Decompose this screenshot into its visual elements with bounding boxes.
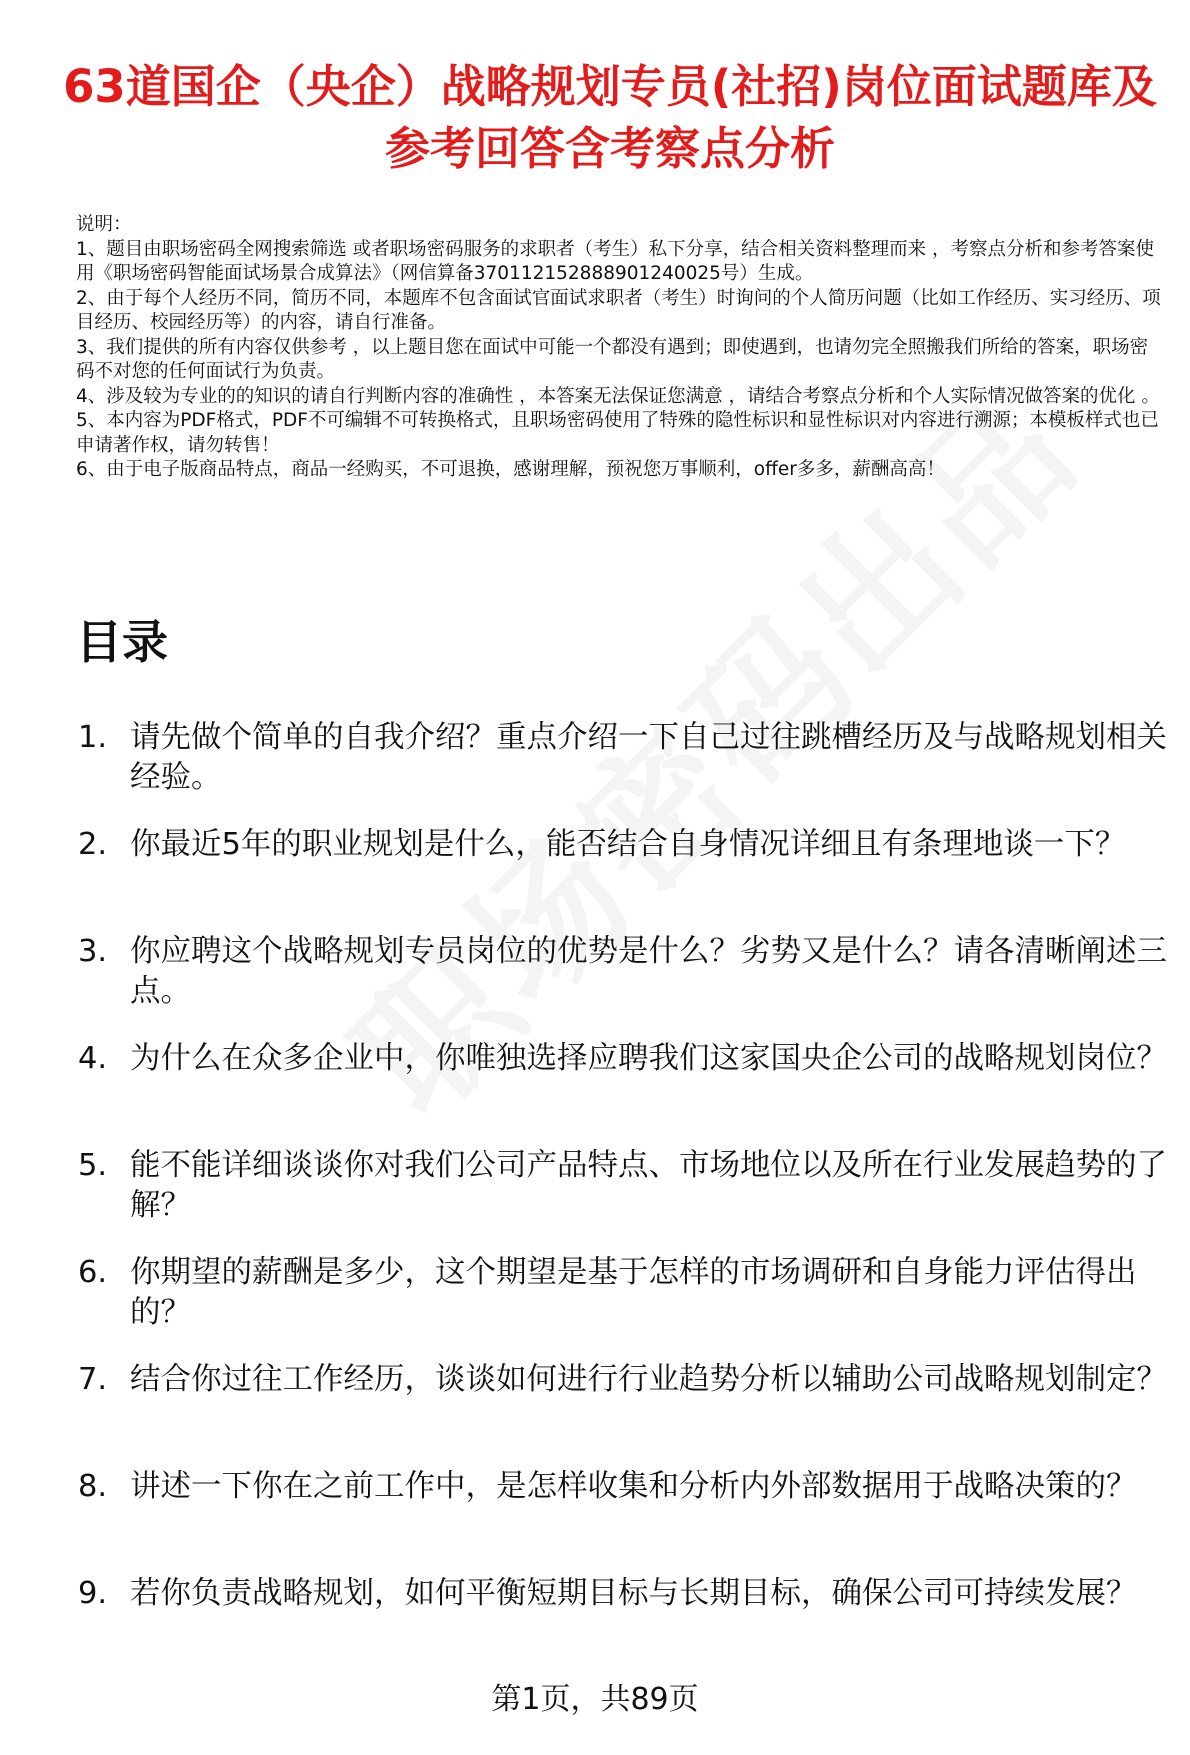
toc-item-number: 9.: [78, 1576, 108, 1611]
document-title: 63道国企（央企）战略规划专员(社招)岗位面试题库及参考回答含考察点分析: [63, 60, 1157, 175]
note-item: 2、由于每个人经历不同，简历不同，本题库不包含面试官面试求职者（考生）时询问的个人简历问题（比如工作经历、实习经历、项目经历、校园经历等）的内容，请自行准备。: [76, 287, 1161, 333]
note-item: 6、由于电子版商品特点，商品一经购买，不可退换，感谢理解，预祝您万事顺利，offer多多，薪酬高高！: [76, 459, 945, 480]
notes-heading: 说明：: [76, 214, 132, 235]
page-footer: 第1页，共89页: [491, 1682, 699, 1717]
toc-item-number: 8.: [78, 1469, 108, 1504]
toc-item-text: 你期望的薪酬是多少，这个期望是基于怎样的市场调研和自身能力评估得出的？: [130, 1255, 1137, 1330]
toc-item[interactable]: [0, 1574, 1190, 1681]
toc-item[interactable]: [0, 1039, 1190, 1146]
toc-item[interactable]: [0, 718, 1190, 825]
toc-item-text: 为什么在众多企业中，你唯独选择应聘我们这家国央企公司的战略规划岗位？: [130, 1041, 1167, 1076]
table-of-contents: [0, 718, 1190, 1681]
note-item: 5、本内容为PDF格式，PDF不可编辑不可转换格式，且职场密码使用了特殊的隐性标识和显性标识对内容进行溯源；本模板样式也已申请著作权，请勿转售！: [76, 410, 1159, 456]
toc-item-number: 6.: [78, 1255, 108, 1290]
toc-item-number: 3.: [78, 934, 108, 969]
toc-item-number: 5.: [78, 1148, 108, 1183]
toc-item-text: 你应聘这个战略规划专员岗位的优势是什么？劣势又是什么？请各清晰阐述三点。: [130, 934, 1167, 1009]
toc-item-text: 能不能详细谈谈你对我们公司产品特点、市场地位以及所在行业发展趋势的了解？: [130, 1148, 1167, 1223]
note-item: 1、题目由职场密码全网搜索筛选 或者职场密码服务的求职者（考生）私下分享，结合相关资料整理而来 ，考察点分析和参考答案使用《职场密码智能面试场景合成算法》（网信算备370112152888901240025号）生成。: [76, 238, 1155, 284]
toc-item-text: 若你负责战略规划，如何平衡短期目标与长期目标，确保公司可持续发展？: [130, 1576, 1137, 1611]
toc-item[interactable]: [0, 1253, 1190, 1360]
toc-item-number: 2.: [78, 827, 108, 862]
notes-section: [76, 213, 1166, 483]
toc-item-text: 结合你过往工作经历，谈谈如何进行行业趋势分析以辅助公司战略规划制定？: [130, 1362, 1167, 1397]
toc-heading: 目录: [76, 615, 168, 669]
toc-item-number: 7.: [78, 1362, 108, 1397]
toc-item-number: 4.: [78, 1041, 108, 1076]
toc-item-text: 讲述一下你在之前工作中，是怎样收集和分析内外部数据用于战略决策的？: [130, 1469, 1137, 1504]
note-item: 4、涉及较为专业的的知识的请自行判断内容的准确性 ，本答案无法保证您满意 ，请结合考察点分析和个人实际情况做答案的优化 。: [76, 385, 1160, 407]
toc-item[interactable]: [0, 1467, 1190, 1574]
toc-item[interactable]: [0, 825, 1190, 932]
toc-item-text: 你最近5年的职业规划是什么，能否结合自身情况详细且有条理地谈一下？: [130, 827, 1126, 862]
note-item: 3、我们提供的所有内容仅供参考 ，以上题目您在面试中可能一个都没有遇到；即使遇到，也请勿完全照搬我们所给的答案，职场密码不对您的任何面试行为负责。: [76, 336, 1149, 382]
toc-item[interactable]: [0, 1146, 1190, 1253]
toc-item[interactable]: [0, 932, 1190, 1039]
toc-item-text: 请先做个简单的自我介绍？重点介绍一下自己过往跳槽经历及与战略规划相关经验。: [130, 720, 1167, 795]
toc-item[interactable]: [0, 1360, 1190, 1467]
toc-item-number: 1.: [78, 720, 108, 755]
